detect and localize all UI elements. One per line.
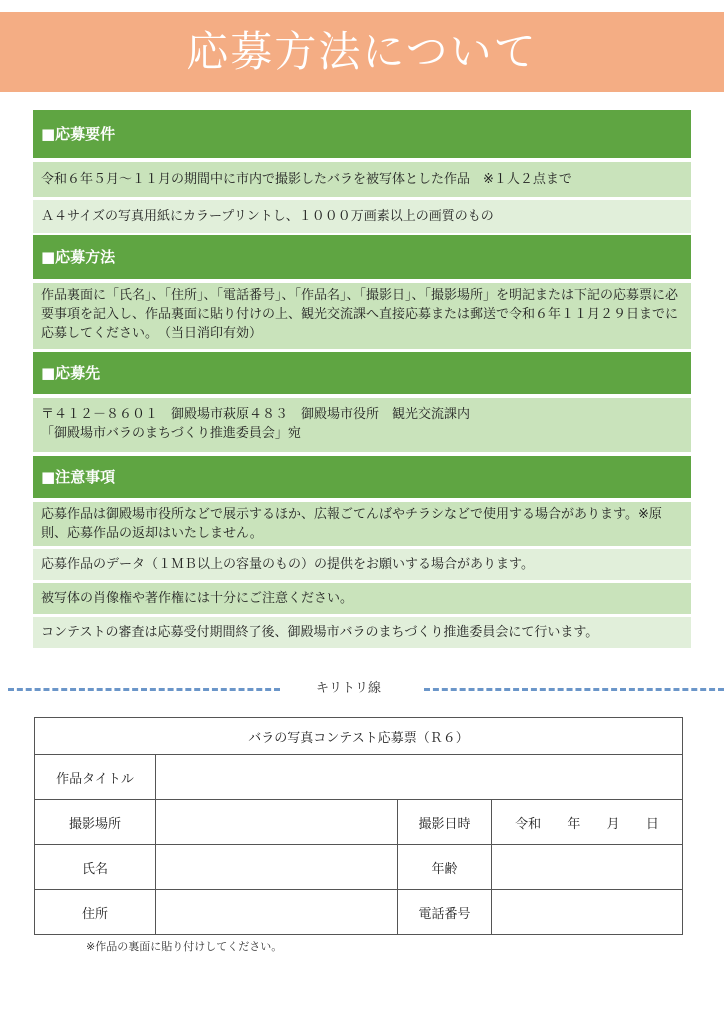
name-field[interactable]: [156, 845, 398, 890]
date-era: 令和: [515, 816, 542, 832]
section-row: 令和６年５月～１１月の期間中に市内で撮影したバラを被写体とした作品 ※１人２点まで: [33, 162, 691, 197]
section-row: 被写体の肖像権や著作権には十分にご注意ください。: [33, 583, 691, 614]
cut-line-left: [8, 688, 280, 691]
section-row: Ａ４サイズの写真用紙にカラープリントし、１０００万画素以上の画質のもの: [33, 200, 691, 233]
address-field[interactable]: [156, 890, 398, 935]
date-day: 日: [645, 816, 659, 832]
location-field[interactable]: [156, 800, 398, 845]
shoot-date-field[interactable]: [492, 800, 683, 845]
section-row: 作品裏面に「氏名」、「住所」、「電話番号」、「作品名」、「撮影日」、「撮影場所」を明記または下記の応募票に必要事項を記入し、作品裏面に貼り付けの上、観光交流課へ直接応募または郵送で令和６年１１月２９日までに応募してください。 （当日消印有効）: [33, 283, 691, 349]
section-heading: ■注意事項: [33, 456, 691, 498]
section-row: 〒４１２－８６０１ 御殿場市萩原４８３ 御殿場市役所 観光交流課内 「御殿場市バラのまちづくり推進委員会」宛: [33, 398, 691, 452]
work-title-field[interactable]: [156, 755, 683, 800]
application-form: [34, 717, 683, 935]
section-row: コンテストの審査は応募受付期間終了後、御殿場市バラのまちづくり推進委員会にて行います。: [33, 617, 691, 648]
age-field[interactable]: [492, 845, 683, 890]
label-work-title: 作品タイトル: [35, 755, 156, 800]
date-month: 月: [606, 816, 620, 832]
label-phone: 電話番号: [398, 890, 492, 935]
section-heading: ■応募方法: [33, 235, 691, 279]
cut-line-right: [424, 688, 724, 691]
section-heading: ■応募要件: [33, 110, 691, 158]
form-title: バラの写真コンテスト応募票（Ｒ６）: [35, 718, 683, 755]
page-title: 応募方法について: [186, 27, 538, 76]
section-destination: [33, 352, 691, 452]
label-shoot-date: 撮影日時: [398, 800, 492, 845]
label-location: 撮影場所: [35, 800, 156, 845]
date-year: 年: [567, 816, 581, 832]
cut-line-label: キリトリ線: [316, 681, 382, 696]
section-row: 応募作品は御殿場市役所などで展示するほか、広報ごてんばやチラシなどで使用する場合があります。※原則、応募作品の返却はいたしません。: [33, 502, 691, 546]
label-age: 年齢: [398, 845, 492, 890]
form-note: ※作品の裏面に貼り付けしてください。: [86, 940, 283, 953]
section-row: 応募作品のデータ（１ＭＢ以上の容量のもの）の提供をお願いする場合があります。: [33, 549, 691, 580]
section-requirements: [33, 110, 691, 233]
section-method: [33, 235, 691, 349]
section-notes: [33, 456, 691, 648]
label-address: 住所: [35, 890, 156, 935]
label-name: 氏名: [35, 845, 156, 890]
title-banner: [0, 12, 724, 92]
section-heading: ■応募先: [33, 352, 691, 394]
phone-field[interactable]: [492, 890, 683, 935]
